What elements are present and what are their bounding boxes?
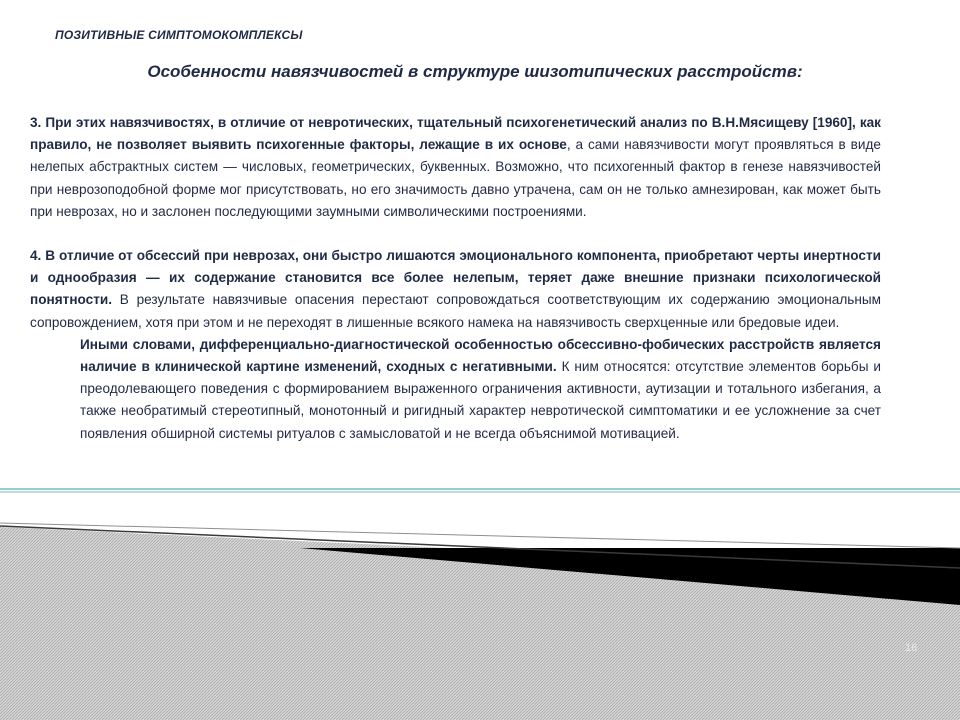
paragraph-5-text: К ним относятся: отсутствие элементов борьбы и преодолевающего поведения с формированием выраженного ограничения активности, аутизации и тотального избегания, а также необратимый стереотипный, монотонный и ригидный характер невротической симптоматики и ее усложнение за счет появления обширной системы ритуалов с замысловатой и не всегда объяснимой мотивацией. bbox=[80, 359, 881, 441]
paragraph-3-bold: 3. При этих навязчивостях, в отличие от невротических, тщательный психогенетический анализ по В.Н.Мясищеву [1960], как правило, не позволяет выявить психогенные факторы, лежащие в их основе bbox=[30, 115, 881, 153]
paragraph-4 bbox=[30, 245, 881, 334]
page-number: 16 bbox=[905, 642, 918, 654]
section-label: ПОЗИТИВНЫЕ СИМПТОМОКОМПЛЕКСЫ bbox=[55, 28, 303, 42]
slide-title: Особенности навязчивостей в структуре шизотипических расстройств: bbox=[147, 62, 803, 81]
paragraph-5-bold: Иными словами, дифференциально-диагностической особенностью обсессивно-фобических расстройств является наличие в клинической картине изменений, сходных с негативными. bbox=[80, 336, 881, 375]
paragraph-4-bold: 4. В отличие от обсессий при неврозах, они быстро лишаются эмоционального компонента, приобретают черты инертности и однообразия — их содержание становится все более нелепым, теряет даже внешние признаки психологической понятности. bbox=[30, 248, 881, 308]
paragraph-5 bbox=[30, 334, 881, 445]
paragraph-3 bbox=[30, 112, 881, 223]
paragraph-3-text: , а сами навязчивости могут проявляться в виде нелепых абстрактных систем — числовых, геометрических, буквенных. Возможно, что психогенный фактор в генезе навязчивостей при неврозоподобной форме мог присутствовать, но его значимость давно утрачена, сам он не только амнезирован, как может быть при неврозах, но и заслонен последующими заумными символическими построениями. bbox=[30, 137, 881, 219]
paragraph-4-text: В результате навязчивые опасения перестают сопровождаться соответствующим их содержанию эмоциональным сопровождением, хотя при этом и не переходят в лишенные всякого намека на навязчивость сверхценные или бредовые идеи. bbox=[30, 292, 881, 330]
slide-body bbox=[30, 112, 881, 445]
